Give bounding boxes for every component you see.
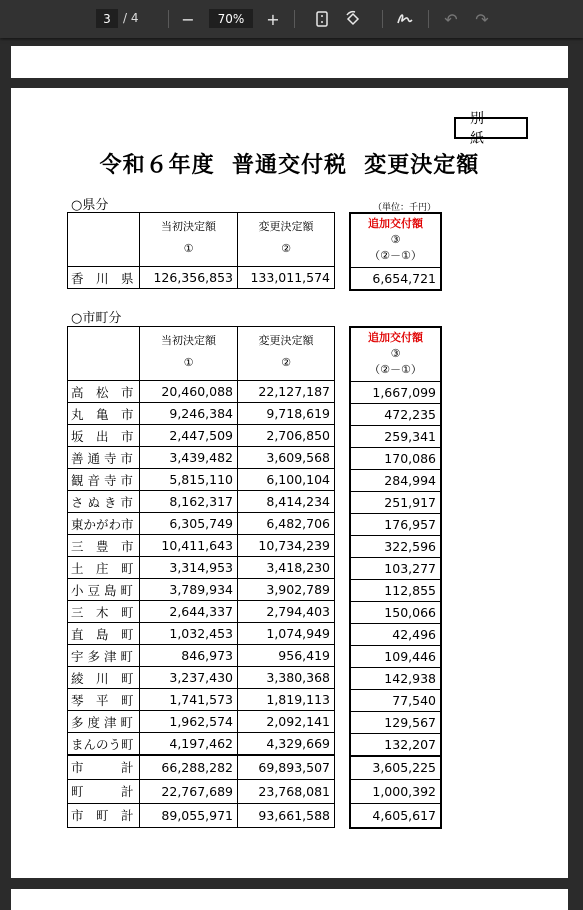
initial-value: 8,162,317 [140,491,238,513]
additional-value: 176,957 [350,513,441,535]
changed-value: 1,819,113 [238,689,335,711]
changed-value: 133,011,574 [238,267,335,289]
prefecture-additional-table [349,212,442,291]
table-row [68,579,335,601]
initial-value: 1,962,574 [140,711,238,733]
additional-value: 472,235 [350,403,441,425]
initial-value: 3,439,482 [140,447,238,469]
zoom-level-input[interactable]: 70% [209,9,253,28]
changed-value: 10,734,239 [238,535,335,557]
additional-value: 150,066 [350,601,441,623]
changed-value: 1,074,949 [238,623,335,645]
additional-value: 1,667,099 [350,381,441,403]
zoom-in-icon[interactable]: + [266,9,280,29]
table-row [68,491,335,513]
initial-value: 20,460,088 [140,381,238,403]
table-row [350,557,441,579]
row-name: 多 度 津 町 [68,711,140,733]
pdf-toolbar [0,0,583,38]
row-name: 土 庄 町 [68,557,140,579]
row-name: 高 松 市 [68,381,140,403]
additional-value: 112,855 [350,579,441,601]
table-row [350,645,441,667]
initial-value: 10,411,643 [140,535,238,557]
row-name: 綾 川 町 [68,667,140,689]
table-row [68,557,335,579]
changed-value: 3,418,230 [238,557,335,579]
header-initial: 当初決定額 ① [140,213,238,267]
table-row [350,601,441,623]
zoom-out-icon[interactable]: − [181,9,195,29]
table-row [350,804,441,828]
table-row [350,403,441,425]
page-title: 令和６年度 普通交付税 変更決定額 [99,153,480,178]
additional-value: 132,207 [350,733,441,756]
municipal-section-label: ○市町分 [71,311,122,326]
row-name: 三 豊 市 [68,535,140,557]
changed-value: 69,893,507 [238,755,335,779]
table-row [68,733,335,756]
table-row [350,447,441,469]
page-total: / 4 [123,11,139,25]
next-page [11,889,568,910]
row-name: 町 計 [68,779,140,803]
additional-value: 129,567 [350,711,441,733]
changed-value: 6,482,706 [238,513,335,535]
municipal-table [67,326,335,828]
changed-value: 3,380,368 [238,667,335,689]
table-row [68,267,335,289]
table-row [68,535,335,557]
header-changed: 変更決定額 ② [238,213,335,267]
toolbar-divider [382,10,383,28]
row-name: 宇 多 津 町 [68,645,140,667]
additional-value: 109,446 [350,645,441,667]
additional-value: 284,994 [350,469,441,491]
additional-value: 1,000,392 [350,780,441,804]
changed-value: 8,414,234 [238,491,335,513]
initial-value: 3,314,953 [140,557,238,579]
initial-value: 2,447,509 [140,425,238,447]
undo-icon[interactable]: ↶ [444,9,458,29]
initial-value: 5,815,110 [140,469,238,491]
table-row [68,447,335,469]
initial-value: 89,055,971 [140,803,238,827]
row-name: 三 木 町 [68,601,140,623]
initial-value: 9,246,384 [140,403,238,425]
table-row [68,513,335,535]
changed-value: 3,609,568 [238,447,335,469]
table-row [68,689,335,711]
header-additional: 追加交付額 ③ （②－①） [350,213,441,267]
table-row [350,513,441,535]
additional-value: 322,596 [350,535,441,557]
page-number-input[interactable]: 3 [96,9,118,28]
toolbar-divider [428,10,429,28]
table-row [350,425,441,447]
draw-icon[interactable] [394,8,416,30]
changed-value: 6,100,104 [238,469,335,491]
header-blank [68,213,140,267]
changed-value: 2,706,850 [238,425,335,447]
row-name: まんのう町 [68,733,140,756]
previous-page [11,46,568,78]
initial-value: 3,789,934 [140,579,238,601]
initial-value: 1,741,573 [140,689,238,711]
initial-value: 846,973 [140,645,238,667]
row-name: 東かがわ市 [68,513,140,535]
row-name: 善 通 寺 市 [68,447,140,469]
table-row [68,623,335,645]
prefecture-section-label: ○県分 [71,198,109,213]
initial-value: 66,288,282 [140,755,238,779]
header-additional: 追加交付額 ③ （②－①） [350,327,441,381]
unit-label: （単位：千円） [373,203,437,213]
changed-value: 9,718,619 [238,403,335,425]
table-row [68,381,335,403]
additional-value: 251,917 [350,491,441,513]
fit-page-icon[interactable] [311,8,333,30]
table-row [350,579,441,601]
table-row [350,780,441,804]
municipal-additional-table [349,326,442,829]
initial-value: 2,644,337 [140,601,238,623]
table-row [68,711,335,733]
row-name: 直 島 町 [68,623,140,645]
rotate-icon[interactable] [342,8,364,30]
header-blank [68,327,140,381]
row-name: 観 音 寺 市 [68,469,140,491]
additional-value: 259,341 [350,425,441,447]
additional-value: 170,086 [350,447,441,469]
table-row [350,689,441,711]
row-name: 丸 亀 市 [68,403,140,425]
initial-value: 3,237,430 [140,667,238,689]
table-row [68,601,335,623]
row-name: 市 計 [68,755,140,779]
initial-value: 126,356,853 [140,267,238,289]
table-row [68,469,335,491]
changed-value: 23,768,081 [238,779,335,803]
initial-value: 4,197,462 [140,733,238,756]
table-row [350,267,441,290]
changed-value: 2,092,141 [238,711,335,733]
changed-value: 956,419 [238,645,335,667]
table-row [68,779,335,803]
row-name: 香 川 県 [68,267,140,289]
table-row [350,623,441,645]
pdf-page [11,88,568,878]
table-row [68,667,335,689]
additional-value: 103,277 [350,557,441,579]
table-row [350,733,441,756]
table-row [68,403,335,425]
row-name: 市 町 計 [68,803,140,827]
table-row [68,425,335,447]
table-row [350,756,441,780]
besshi-label: 別紙 [454,117,528,139]
table-row [350,711,441,733]
header-changed: 変更決定額 ② [238,327,335,381]
additional-value: 4,605,617 [350,804,441,828]
toolbar-divider [168,10,169,28]
table-row [68,755,335,779]
changed-value: 22,127,187 [238,381,335,403]
additional-value: 6,654,721 [350,267,441,290]
additional-value: 142,938 [350,667,441,689]
changed-value: 4,329,669 [238,733,335,756]
additional-value: 3,605,225 [350,756,441,780]
prefecture-table [67,212,335,289]
additional-value: 77,540 [350,689,441,711]
redo-icon[interactable]: ↷ [475,9,489,29]
initial-value: 22,767,689 [140,779,238,803]
changed-value: 2,794,403 [238,601,335,623]
table-row [350,667,441,689]
row-name: さ ぬ き 市 [68,491,140,513]
table-row [68,645,335,667]
row-name: 小 豆 島 町 [68,579,140,601]
toolbar-divider [294,10,295,28]
initial-value: 1,032,453 [140,623,238,645]
header-initial: 当初決定額 ① [140,327,238,381]
table-row [350,535,441,557]
initial-value: 6,305,749 [140,513,238,535]
table-row [68,803,335,827]
additional-value: 42,496 [350,623,441,645]
row-name: 琴 平 町 [68,689,140,711]
row-name: 坂 出 市 [68,425,140,447]
table-row [350,491,441,513]
table-row [350,381,441,403]
changed-value: 3,902,789 [238,579,335,601]
table-row [350,469,441,491]
changed-value: 93,661,588 [238,803,335,827]
